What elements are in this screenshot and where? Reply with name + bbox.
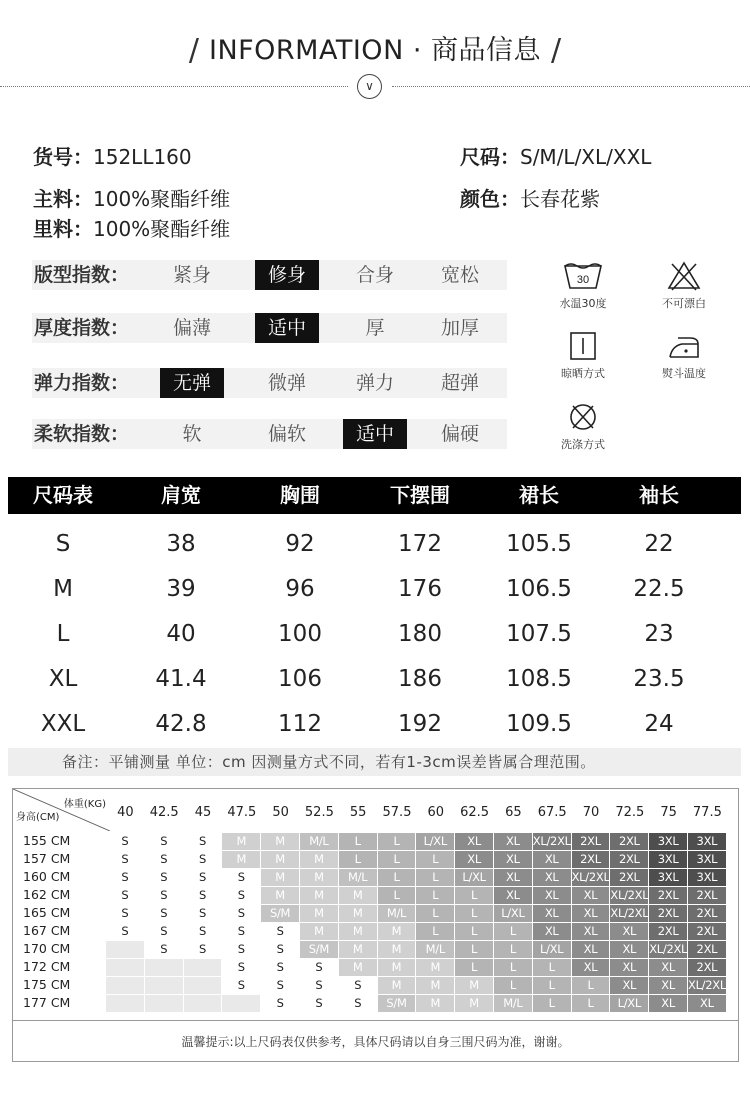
size-table-header-cell: 裙长 <box>519 483 559 507</box>
size-table-cell: 23.5 <box>633 666 685 692</box>
height-label: 157 CM <box>23 851 71 866</box>
size-grid-cell: M <box>261 887 299 904</box>
weight-header: 47.5 <box>227 805 257 820</box>
size-table-cell: 92 <box>285 531 315 557</box>
size-grid-cell: L <box>339 833 377 850</box>
index-option-selected: 无弹 <box>160 368 224 398</box>
size-grid-cell: XL <box>533 869 571 886</box>
size-grid-cell: XL <box>610 923 648 940</box>
info-item-no-value: 152LL160 <box>93 145 192 169</box>
care-no-bleach <box>644 260 724 311</box>
size-grid-cell: S <box>145 851 183 868</box>
size-table-cell: 107.5 <box>506 621 572 647</box>
size-grid-cell: S <box>222 887 260 904</box>
size-table-cell: 172 <box>398 531 442 557</box>
height-label: 172 CM <box>23 959 71 974</box>
height-label: 155 CM <box>23 833 71 848</box>
size-grid-cell: M <box>339 923 377 940</box>
index-option: 加厚 <box>440 317 479 339</box>
size-grid-cell: 2XL <box>649 905 687 922</box>
size-grid-cell: L <box>416 851 454 868</box>
size-grid-cell: M <box>378 923 416 940</box>
size-grid-cell: S <box>222 941 260 958</box>
height-label: 177 CM <box>23 995 71 1010</box>
index-label: 厚度指数： <box>34 317 130 339</box>
size-grid-cell: L/XL <box>455 869 493 886</box>
size-grid-cell: L <box>572 977 610 994</box>
size-table-cell: 22.5 <box>633 576 685 602</box>
info-main-material-key: 主料： <box>33 187 93 211</box>
size-grid-cell: L <box>455 923 493 940</box>
size-table-cell: 106 <box>278 666 322 692</box>
size-grid-cell: L <box>378 869 416 886</box>
size-table-cell: 39 <box>166 576 196 602</box>
no-bleach-icon <box>664 260 704 292</box>
size-grid-cell <box>106 977 144 994</box>
no-wash-icon <box>563 401 603 433</box>
size-grid-cell: XL <box>610 977 648 994</box>
care-no-wash <box>543 401 623 452</box>
index-label: 弹力指数： <box>34 372 130 394</box>
size-grid-cell: S <box>106 887 144 904</box>
size-grid-cell: M <box>416 995 454 1012</box>
size-grid-cell: S <box>222 869 260 886</box>
size-grid-cell: XL <box>572 887 610 904</box>
weight-header: 67.5 <box>537 805 567 820</box>
care-dry-method-label: 晾晒方式 <box>561 367 605 380</box>
size-grid-cell: L <box>494 941 532 958</box>
weight-header: 65 <box>505 805 522 820</box>
size-grid-cell: XL <box>533 923 571 940</box>
size-grid-cell: S <box>145 833 183 850</box>
size-grid-cell: S <box>184 833 222 850</box>
size-grid-cell: M <box>416 977 454 994</box>
size-grid-cell: S <box>106 869 144 886</box>
size-grid-cell: 3XL <box>649 833 687 850</box>
index-row <box>32 419 507 449</box>
size-table-cell: 105.5 <box>506 531 572 557</box>
weight-header: 60 <box>427 805 445 820</box>
index-option: 超弹 <box>440 372 479 394</box>
size-table-cell: 40 <box>166 621 196 647</box>
weight-header: 57.5 <box>382 805 412 820</box>
size-grid-cell: 3XL <box>688 869 726 886</box>
size-grid-cell: M <box>416 959 454 976</box>
size-grid-cell: M <box>222 833 260 850</box>
size-grid-cell: M/L <box>339 869 377 886</box>
size-grid-cell: XL/2XL <box>649 942 687 956</box>
index-option: 偏硬 <box>440 423 479 445</box>
size-grid-cell: 2XL <box>688 887 726 904</box>
size-grid-cell <box>222 995 260 1012</box>
size-grid-cell: S <box>106 833 144 850</box>
size-grid-cell: M/L <box>494 995 532 1012</box>
size-grid-cell: L <box>455 959 493 976</box>
size-grid-cell: L <box>339 851 377 868</box>
dry-method-icon <box>563 330 603 362</box>
info-color-key: 颜色： <box>460 187 520 211</box>
size-grid-cell: S <box>339 995 377 1012</box>
weight-header: 40 <box>117 805 134 820</box>
size-grid-cell: M <box>261 851 299 868</box>
size-grid-cell: M/L <box>300 833 338 850</box>
size-grid-cell: XL <box>494 833 532 850</box>
size-grid-cell: 3XL <box>688 851 726 868</box>
size-grid-cell: M <box>300 851 338 868</box>
size-grid-cell: M/L <box>416 941 454 958</box>
size-grid-cell: L <box>494 923 532 940</box>
size-grid-cell: 2XL <box>688 923 726 940</box>
size-grid-cell: 3XL <box>649 851 687 868</box>
info-lining-key: 里料： <box>33 217 93 241</box>
size-grid-cell: S <box>184 887 222 904</box>
size-grid-cell: S <box>145 869 183 886</box>
size-grid-cell: L/XL <box>610 995 648 1012</box>
height-label: 170 CM <box>23 941 71 956</box>
size-grid-cell: XL <box>455 833 493 850</box>
size-grid-cell: 2XL <box>649 923 687 940</box>
size-grid-cell <box>145 959 183 976</box>
size-table-cell: 180 <box>398 621 442 647</box>
size-grid-cell <box>106 941 144 958</box>
size-grid-cell: M <box>339 887 377 904</box>
size-grid-cell: M <box>300 869 338 886</box>
size-table-cell: 41.4 <box>155 666 207 692</box>
size-grid-cell: L <box>533 995 571 1012</box>
wash-30-icon <box>561 260 605 292</box>
index-row <box>32 260 507 290</box>
size-grid-cell: L/XL <box>416 833 454 850</box>
size-grid-cell: M <box>300 887 338 904</box>
index-option: 紧身 <box>172 264 211 286</box>
size-table-cell: 192 <box>398 711 442 737</box>
size-grid-cell: XL <box>494 851 532 868</box>
size-grid-cell: S <box>261 923 299 940</box>
size-grid-cell: 2XL <box>610 869 648 886</box>
size-grid-cell: M <box>300 905 338 922</box>
size-table-cell: 106.5 <box>506 576 572 602</box>
weight-header: 72.5 <box>615 805 645 820</box>
size-table-cell: 22 <box>644 531 674 557</box>
index-option: 宽松 <box>440 264 479 286</box>
size-grid-cell: XL <box>649 977 687 994</box>
size-table-cell: 23 <box>644 621 674 647</box>
info-main-material <box>33 183 230 212</box>
size-grid-cell: 2XL <box>572 833 610 850</box>
care-iron <box>644 330 724 381</box>
corner-weight-label: 体重(KG) <box>63 799 106 810</box>
height-label: 167 CM <box>23 923 71 938</box>
size-grid-cell: S <box>222 959 260 976</box>
size-grid-cell: L <box>572 995 610 1012</box>
height-label: 175 CM <box>23 977 71 992</box>
size-grid-cell: L <box>416 887 454 904</box>
weight-header: 55 <box>349 805 367 820</box>
size-grid-cell: L <box>494 959 532 976</box>
size-grid-cell: M <box>455 977 493 994</box>
size-grid-cell: L <box>455 941 493 958</box>
dotted-divider-left <box>0 86 348 87</box>
info-lining-value: 100%聚酯纤维 <box>93 217 231 241</box>
size-grid-cell: XL <box>494 869 532 886</box>
size-grid-cell: M <box>378 941 416 958</box>
dotted-divider-right <box>392 86 750 87</box>
size-grid-cell: S/M <box>378 995 416 1012</box>
size-grid-cell: S/M <box>300 941 338 958</box>
size-table-cell: 108.5 <box>506 666 572 692</box>
size-table-header-cell: 尺码表 <box>33 483 93 507</box>
info-size-value: S/M/L/XL/XXL <box>520 145 652 169</box>
size-grid-cell: XL <box>649 959 687 976</box>
weight-header: 62.5 <box>460 805 490 820</box>
care-iron-label: 熨斗温度 <box>662 367 706 380</box>
size-grid-cell: M <box>261 833 299 850</box>
size-grid-cell: XL <box>572 959 610 976</box>
weight-header: 70 <box>582 805 600 820</box>
size-grid-cell: M <box>378 959 416 976</box>
index-option-selected: 适中 <box>343 419 407 449</box>
size-grid-cell: 2XL <box>649 887 687 904</box>
index-option-selected: 适中 <box>255 313 319 343</box>
size-table-cell: 100 <box>278 621 322 647</box>
size-table-cell: 112 <box>278 711 322 737</box>
size-table-header-cell: 袖长 <box>639 483 679 507</box>
size-grid-cell: S <box>145 887 183 904</box>
size-table-note: 备注：平铺测量 单位：cm 因测量方式不同，若有1-3cm误差皆属合理范围。 <box>8 748 741 776</box>
size-grid-cell: XL <box>572 923 610 940</box>
index-label: 柔软指数： <box>34 423 130 445</box>
weight-height-chart <box>12 788 739 1062</box>
header-slash-right: / <box>551 33 562 68</box>
iron-icon <box>664 330 704 362</box>
size-grid-cell: L <box>378 887 416 904</box>
size-grid-cell: L/XL <box>533 941 571 958</box>
size-grid-cell: XL <box>572 941 610 958</box>
size-grid-cell: S <box>300 995 338 1012</box>
size-grid-cell: XL <box>610 941 648 958</box>
wash-temp-text: 30 <box>576 274 590 286</box>
size-grid-cell: 2XL <box>688 941 726 958</box>
size-grid-cell: S <box>106 923 144 940</box>
chart-tip-divider <box>13 1020 738 1021</box>
header-title: INFORMATION · 商品信息 <box>208 35 542 66</box>
size-grid-cell: S <box>339 977 377 994</box>
size-table-header-cell: 肩宽 <box>161 483 201 507</box>
size-grid-cell: XL/2XL <box>610 888 649 902</box>
care-no-wash-label: 洗涤方式 <box>561 438 605 451</box>
section-header <box>0 28 750 72</box>
size-grid-cell: S <box>222 923 260 940</box>
size-grid-cell <box>106 959 144 976</box>
size-grid-cell <box>184 959 222 976</box>
size-table-cell: 186 <box>398 666 442 692</box>
size-grid-cell: 2XL <box>610 851 648 868</box>
size-grid-cell: M <box>261 869 299 886</box>
info-color-value: 长春花紫 <box>520 187 600 211</box>
size-grid-cell <box>106 995 144 1012</box>
corner-height-label: 身高(CM) <box>16 812 60 823</box>
size-grid-cell: L <box>416 923 454 940</box>
size-grid-cell: M <box>300 923 338 940</box>
info-size-key: 尺码： <box>460 145 520 169</box>
index-option: 偏薄 <box>172 317 211 339</box>
size-grid-cell: S <box>300 977 338 994</box>
size-table-cell: 109.5 <box>506 711 572 737</box>
weight-header: 50 <box>272 805 289 820</box>
size-grid-cell: XL <box>572 905 610 922</box>
index-option: 厚 <box>365 317 385 339</box>
size-table-header <box>8 477 741 514</box>
size-grid-cell: M <box>455 995 493 1012</box>
size-grid-cell: S <box>145 941 183 958</box>
index-row <box>32 368 507 398</box>
info-item-no-key: 货号： <box>33 145 93 169</box>
index-option: 弹力 <box>355 372 394 394</box>
index-option-selected: 修身 <box>255 260 319 290</box>
info-main-material-value: 100%聚酯纤维 <box>93 187 231 211</box>
size-table-header-cell: 胸围 <box>280 483 320 507</box>
size-grid-cell: S <box>145 905 183 922</box>
size-grid-cell: L <box>455 887 493 904</box>
care-no-bleach-label: 不可漂白 <box>662 297 706 310</box>
weight-header: 45 <box>194 805 212 820</box>
size-grid-cell: XL <box>649 995 687 1012</box>
size-grid-cell: L <box>416 869 454 886</box>
size-grid-cell: L <box>378 851 416 868</box>
size-grid-cell: S <box>184 923 222 940</box>
info-color <box>460 183 600 212</box>
size-grid-cell: S <box>106 851 144 868</box>
size-grid-cell: XL/2XL <box>610 906 649 920</box>
size-grid-cell: S <box>300 959 338 976</box>
size-table-cell: 96 <box>285 576 315 602</box>
size-grid-cell: XL <box>455 851 493 868</box>
weight-header: 77.5 <box>692 805 722 820</box>
size-grid-cell: S <box>184 941 222 958</box>
size-grid-cell: S <box>222 977 260 994</box>
size-table-cell: S <box>55 531 71 557</box>
size-grid-cell: L <box>494 977 532 994</box>
info-item-no <box>33 141 192 170</box>
size-grid-cell: 2XL <box>688 905 726 922</box>
size-grid-cell: S <box>184 905 222 922</box>
size-grid-cell: XL/2XL <box>532 834 571 848</box>
height-label: 160 CM <box>23 869 71 884</box>
size-grid-cell: S/M <box>261 905 299 922</box>
size-table-cell: XL <box>48 666 78 692</box>
size-table-cell: XXL <box>40 711 86 737</box>
weight-header: 52.5 <box>304 805 334 820</box>
size-grid-cell: L <box>533 977 571 994</box>
size-grid-cell: 2XL <box>688 959 726 976</box>
height-label: 162 CM <box>23 887 71 902</box>
size-table-cell: 38 <box>166 531 196 557</box>
size-grid-cell: M <box>339 905 377 922</box>
size-grid-cell: S <box>261 941 299 958</box>
size-grid-cell: S <box>184 869 222 886</box>
size-grid-cell: XL/2XL <box>571 870 610 884</box>
care-dry-method <box>543 330 623 381</box>
weight-header: 42.5 <box>149 805 179 820</box>
height-label: 165 CM <box>23 905 71 920</box>
chevron-down-icon: ∨ <box>357 74 382 99</box>
chart-corner-header <box>13 789 110 831</box>
size-grid-cell <box>145 977 183 994</box>
size-grid-cell: XL <box>688 995 726 1012</box>
info-size <box>460 141 651 170</box>
size-grid-cell: L <box>533 959 571 976</box>
size-grid-cell: S <box>261 995 299 1012</box>
size-grid-cell <box>145 995 183 1012</box>
size-grid-cell: S <box>184 851 222 868</box>
size-grid-cell: XL <box>610 959 648 976</box>
size-grid-cell: XL <box>494 887 532 904</box>
size-grid-cell: M <box>339 959 377 976</box>
index-row <box>32 313 507 343</box>
size-grid-cell: S <box>145 923 183 940</box>
chart-tip: 温馨提示:以上尺码表仅供参考，具体尺码请以自身三围尺码为准，谢谢。 <box>181 1035 570 1049</box>
weight-header: 75 <box>660 805 677 820</box>
size-grid-cell: 3XL <box>649 869 687 886</box>
header-slash-left: / <box>188 33 199 68</box>
size-grid-cell: S <box>222 905 260 922</box>
size-grid-cell: L/XL <box>494 905 532 922</box>
index-option: 合身 <box>355 264 394 286</box>
size-grid-cell: L <box>378 833 416 850</box>
size-grid-cell: XL <box>533 851 571 868</box>
size-grid-cell: 3XL <box>688 833 726 850</box>
size-grid-cell <box>184 977 222 994</box>
size-grid-cell: XL/2XL <box>688 978 726 992</box>
size-grid-cell: S <box>106 905 144 922</box>
size-grid-cell: M <box>222 851 260 868</box>
size-grid-cell: S <box>261 959 299 976</box>
size-grid-cell: 2XL <box>572 851 610 868</box>
size-grid-cell: XL <box>533 905 571 922</box>
size-grid-cell: M <box>339 941 377 958</box>
size-grid-cell: L <box>416 905 454 922</box>
size-table-cell: M <box>53 576 73 602</box>
size-grid-cell: L <box>455 905 493 922</box>
index-label: 版型指数： <box>34 264 130 286</box>
index-option: 软 <box>182 423 202 445</box>
size-table-cell: L <box>56 621 70 647</box>
size-grid-cell: S <box>261 977 299 994</box>
size-table-cell: 42.8 <box>155 711 207 737</box>
info-lining <box>33 213 230 242</box>
size-grid-cell: M <box>378 977 416 994</box>
size-table-cell: 24 <box>644 711 674 737</box>
size-grid-cell: XL <box>533 887 571 904</box>
size-grid-cell <box>184 995 222 1012</box>
size-table-cell: 176 <box>398 576 442 602</box>
size-grid-cell: 2XL <box>610 833 648 850</box>
care-wash-30 <box>543 260 623 311</box>
care-wash-30-label: 水温30度 <box>559 297 607 310</box>
index-option: 偏软 <box>267 423 306 445</box>
size-grid-cell: M/L <box>378 905 416 922</box>
size-table-header-cell: 下摆围 <box>390 483 450 507</box>
index-option: 微弹 <box>267 372 306 394</box>
